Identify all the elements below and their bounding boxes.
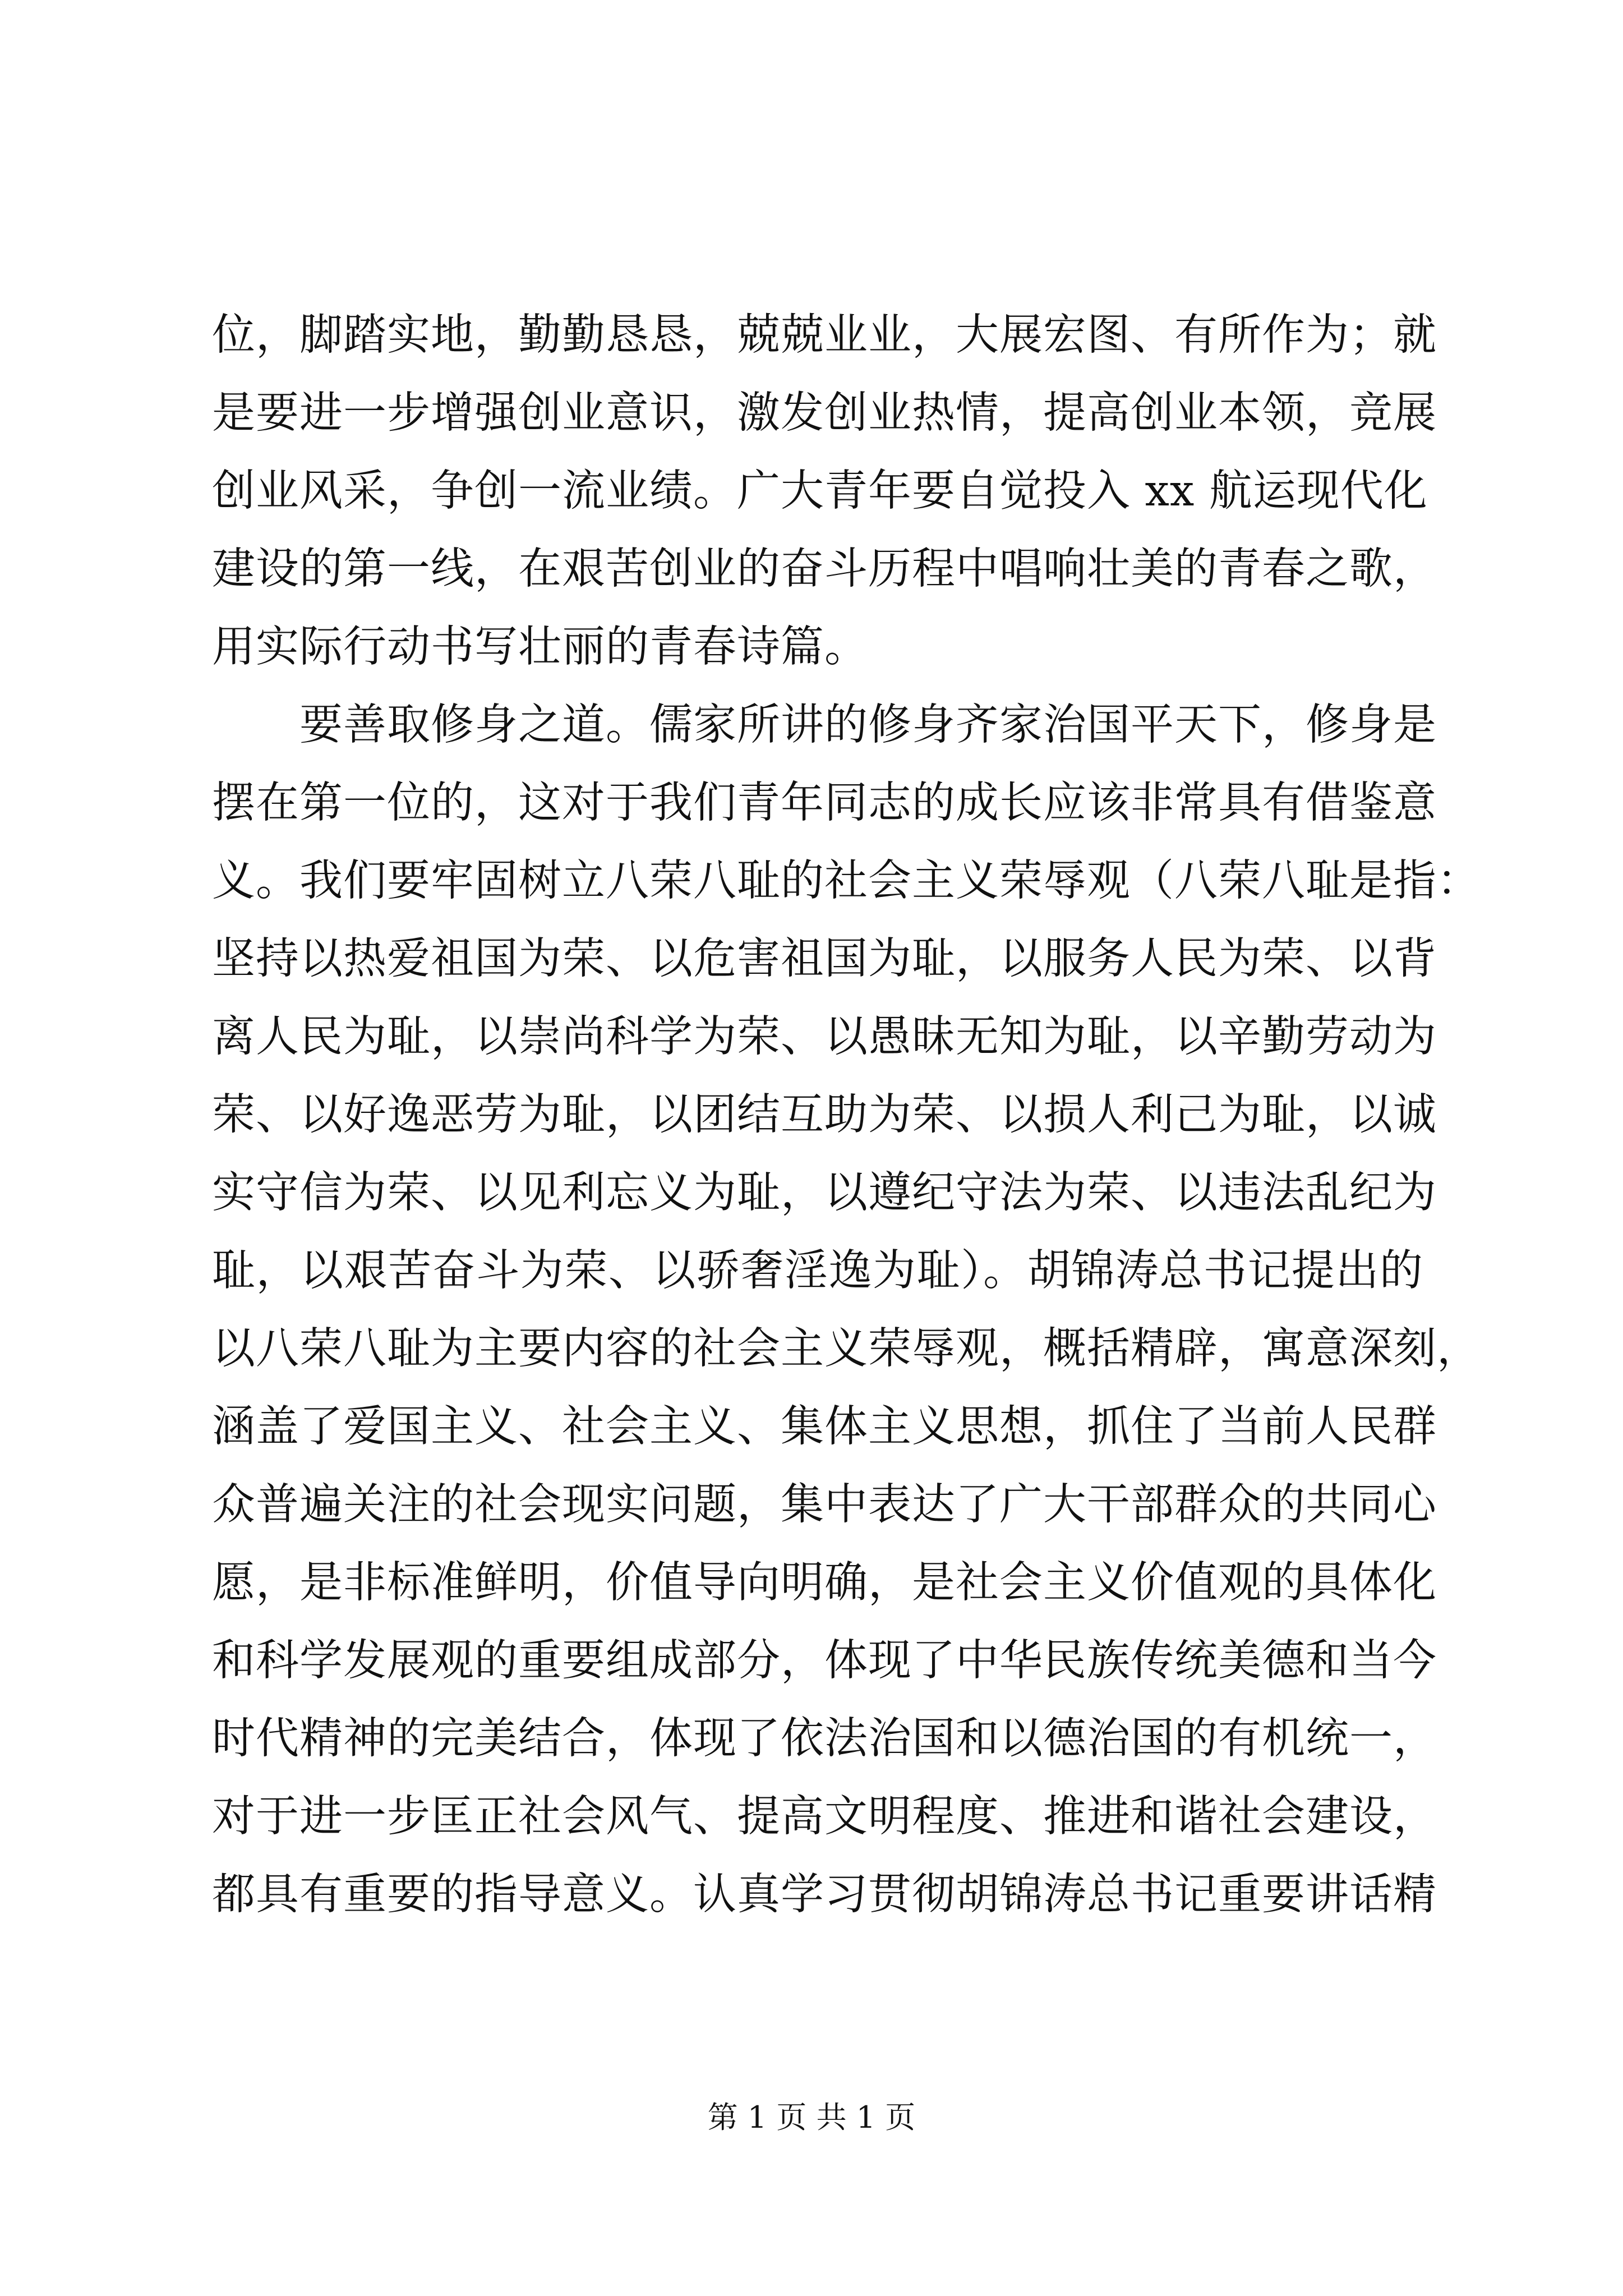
text-line: 义。我们要牢固树立八荣八耻的社会主义荣辱观（八荣八耻是指： xyxy=(212,856,1481,906)
body-text xyxy=(212,296,1481,1934)
text-line: 位，脚踏实地，勤勤恳恳，兢兢业业，大展宏图、有所作为；就 xyxy=(212,310,1437,360)
text-line: 建设的第一线，在艰苦创业的奋斗历程中唱响壮美的青春之歌， xyxy=(212,544,1437,594)
text-line: 耻，以艰苦奋斗为荣、以骄奢淫逸为耻）。胡锦涛总书记提出的 xyxy=(212,1246,1423,1296)
text-line: 要善取修身之道。儒家所讲的修身齐家治国平天下，修身是 xyxy=(212,700,1437,750)
page-footer: 第 1 页 共 1 页 xyxy=(707,2100,916,2135)
text-line: 实守信为荣、以见利忘义为耻，以遵纪守法为荣、以违法乱纪为 xyxy=(212,1168,1437,1218)
text-line: 涵盖了爱国主义、社会主义、集体主义思想，抓住了当前人民群 xyxy=(212,1402,1437,1452)
text-line: 时代精神的完美结合，体现了依法治国和以德治国的有机统一， xyxy=(212,1714,1437,1764)
text-line: 创业风采，争创一流业绩。广大青年要自觉投入 xx 航运现代化 xyxy=(212,466,1428,516)
text-line: 对于进一步匡正社会风气、提高文明程度、推进和谐社会建设， xyxy=(212,1792,1437,1842)
text-line: 和科学发展观的重要组成部分，体现了中华民族传统美德和当今 xyxy=(212,1636,1437,1686)
text-line: 都具有重要的指导意义。认真学习贯彻胡锦涛总书记重要讲话精 xyxy=(212,1870,1437,1920)
text-line: 用实际行动书写壮丽的青春诗篇。 xyxy=(212,622,868,672)
text-line: 摆在第一位的，这对于我们青年同志的成长应该非常具有借鉴意 xyxy=(212,778,1437,828)
text-line: 离人民为耻，以崇尚科学为荣、以愚昧无知为耻，以辛勤劳动为 xyxy=(212,1012,1437,1062)
text-line: 愿，是非标准鲜明，价值导向明确，是社会主义价值观的具体化 xyxy=(212,1558,1437,1608)
text-line: 坚持以热爱祖国为荣、以危害祖国为耻，以服务人民为荣、以背 xyxy=(212,934,1437,984)
text-line: 以八荣八耻为主要内容的社会主义荣辱观，概括精辟，寓意深刻， xyxy=(212,1324,1481,1374)
text-line: 众普遍关注的社会现实问题，集中表达了广大干部群众的共同心 xyxy=(212,1480,1437,1530)
text-line: 荣、以好逸恶劳为耻，以团结互助为荣、以损人利己为耻，以诚 xyxy=(212,1090,1437,1140)
text-line: 是要进一步增强创业意识，激发创业热情，提高创业本领，竞展 xyxy=(212,388,1437,438)
